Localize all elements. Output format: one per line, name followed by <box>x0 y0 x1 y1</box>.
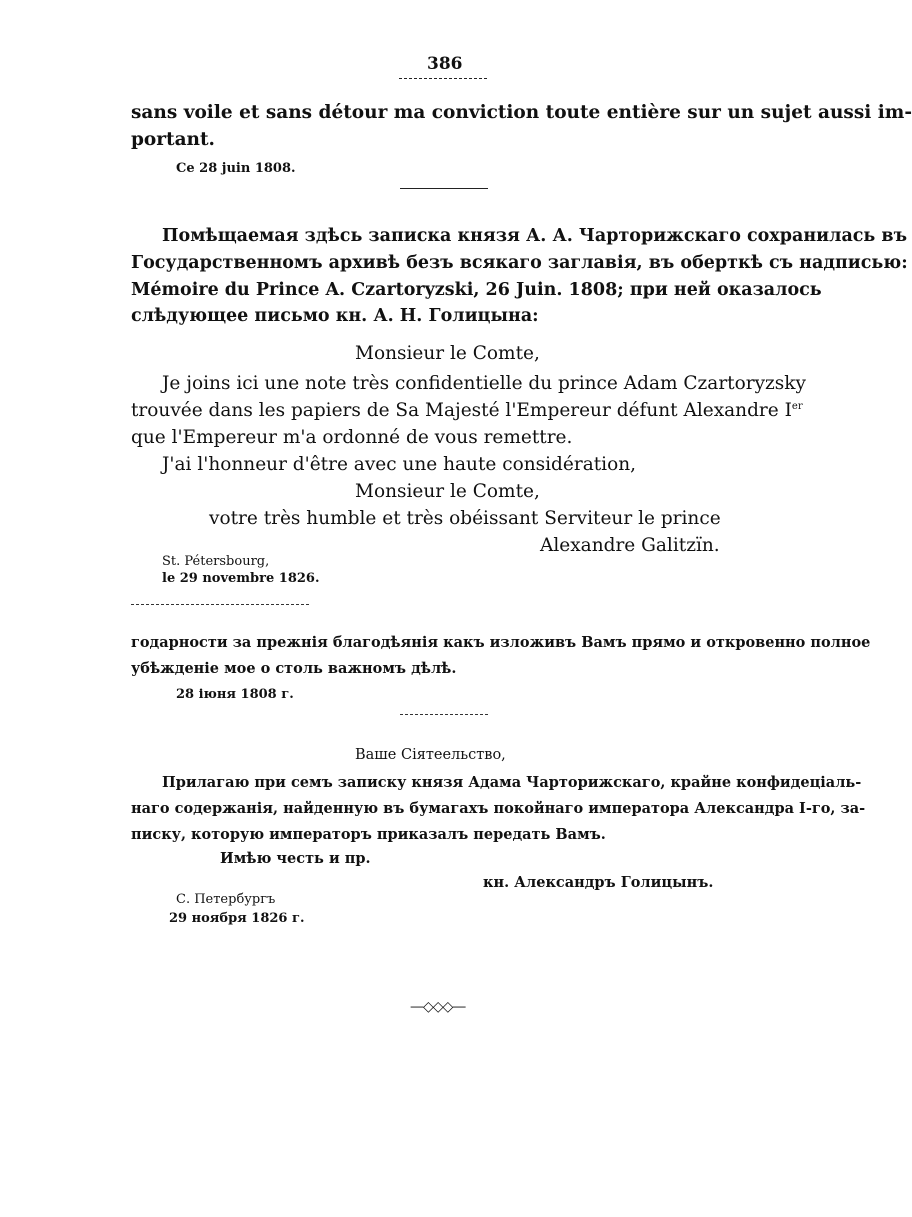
french-letter-closing-1: J'ai l'honneur d'être avec une haute considération, <box>162 454 637 475</box>
russian-letter-body-2: наго содержанія, найденную въ бумагахъ покойнаго императора Александра I-го, за- <box>131 800 866 817</box>
french-letter-body-3: que l'Empereur m'a ordonné de vous remettre. <box>131 427 573 448</box>
end-ornament: —◇◇◇— <box>410 999 466 1015</box>
russian-letter-date: 29 ноября 1826 г. <box>169 911 305 926</box>
section-divider <box>400 188 488 189</box>
russian-fragment-line-2: убѣжденіе мое о столь важномъ дѣлѣ. <box>131 660 457 677</box>
russian-letter-salutation: Ваше Сіятеельство, <box>355 747 506 763</box>
russian-note-line-3: Mémoire du Prince A. Czartoryzski, 26 Juin. 1808; при ней оказалось <box>131 280 822 300</box>
french-letter-salutation: Monsieur le Comte, <box>355 343 540 364</box>
french-letter-body-2: trouvée dans les papiers de Sa Majesté l'Empereur défunt Alexandre Ier <box>131 400 803 422</box>
french-letter-signature: Alexandre Galitzïn. <box>540 535 720 556</box>
russian-letter-closing: Имѣю честь и пр. <box>220 850 371 867</box>
russian-note-line-1: Помѣщаемая здѣсь записка князя А. А. Чарторижскаго сохранилась въ <box>162 226 907 246</box>
page-number-rule <box>399 78 487 79</box>
russian-letter-body-3: писку, которую императоръ приказалъ передать Вамъ. <box>131 826 606 843</box>
page-number: 386 <box>427 54 463 74</box>
french-letter-place: St. Pétersbourg, <box>162 554 270 569</box>
section-divider-dashed <box>131 604 309 605</box>
french-ending-line-1: sans voile et sans détour ma conviction toute entière sur un sujet aussi im- <box>131 102 912 123</box>
french-letter-closing-2: Monsieur le Comte, <box>355 481 540 502</box>
russian-fragment-date: 28 іюня 1808 г. <box>176 687 294 702</box>
russian-fragment-line-1: годарности за прежнія благодѣянія какъ изложивъ Вамъ прямо и откровенно полное <box>131 634 871 651</box>
french-letter-body-1: Je joins ici une note très confidentielle du prince Adam Czartoryzsky <box>162 373 806 394</box>
section-divider-dashed-2 <box>400 714 488 715</box>
french-ending-date: Ce 28 juin 1808. <box>176 161 296 176</box>
russian-letter-signature: кн. Александръ Голицынъ. <box>483 874 714 891</box>
russian-letter-body-1: Прилагаю при семъ записку князя Адама Чарторижскаго, крайне конфидеціаль- <box>162 774 862 791</box>
french-ending-line-2: portant. <box>131 129 215 150</box>
russian-note-line-4: слѣдующее письмо кн. А. Н. Голицына: <box>131 306 539 326</box>
superscript: er <box>791 401 803 412</box>
french-letter-closing-3: votre très humble et très obéissant Serviteur le prince <box>209 508 721 529</box>
russian-note-line-2: Государственномъ архивѣ безъ всякаго заглавія, въ оберткѣ съ надписью: <box>131 253 908 273</box>
french-letter-date: le 29 novembre 1826. <box>162 571 320 586</box>
russian-letter-place: С. Петербургъ <box>176 892 276 907</box>
